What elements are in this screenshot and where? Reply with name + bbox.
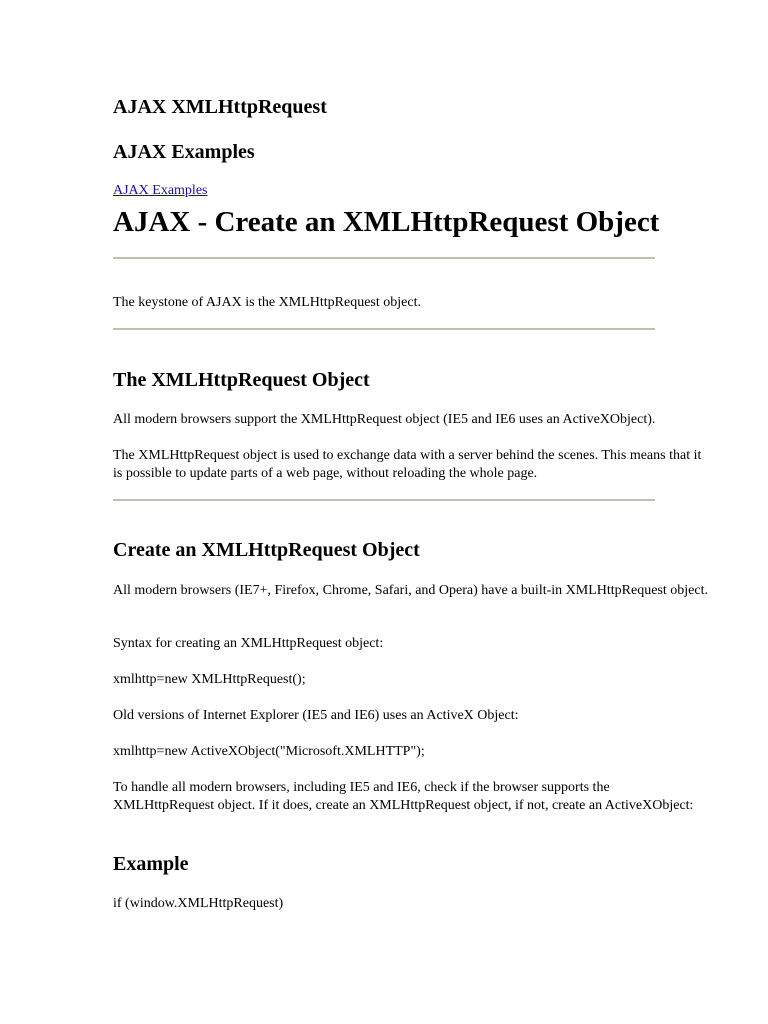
section2-paragraph-2: Syntax for creating an XMLHttpRequest object: — [113, 636, 384, 651]
ajax-examples-link[interactable]: AJAX Examples — [113, 183, 208, 198]
section2-paragraph-1: All modern browsers (IE7+, Firefox, Chrome, Safari, and Opera) have a built-in XMLHttpRequest object. — [113, 583, 708, 598]
section-heading-xmlhttprequest-object: The XMLHttpRequest Object — [113, 369, 370, 391]
section1-paragraph-1: All modern browsers support the XMLHttpRequest object (IE5 and IE6 uses an ActiveXObject). — [113, 412, 656, 427]
divider-3 — [113, 499, 655, 501]
section-heading-create-object: Create an XMLHttpRequest Object — [113, 539, 420, 561]
section1-paragraph-2: The XMLHttpRequest object is used to exchange data with a server behind the scenes. This means that it is possible to update parts of a web page, without reloading the whole page. — [113, 448, 702, 481]
code-new-activexobject: xmlhttp=new ActiveXObject("Microsoft.XMLHTTP"); — [113, 744, 425, 759]
page-title: AJAX XMLHttpRequest — [113, 96, 327, 118]
section2-paragraph-4: To handle all modern browsers, including IE5 and IE6, check if the browser supports the XMLHttpRequest object. If it does, create an XMLHttpRequest object, if not, create an ActiveXObject: — [113, 780, 694, 813]
example-code-line: if (window.XMLHttpRequest) — [113, 896, 284, 911]
page-subtitle: AJAX Examples — [113, 141, 255, 163]
code-new-xmlhttprequest: xmlhttp=new XMLHttpRequest(); — [113, 672, 306, 687]
section2-paragraph-3: Old versions of Internet Explorer (IE5 and IE6) uses an ActiveX Object: — [113, 708, 519, 723]
example-heading: Example — [113, 853, 189, 875]
divider-2 — [113, 328, 655, 330]
main-heading: AJAX - Create an XMLHttpRequest Object — [113, 206, 660, 238]
intro-paragraph: The keystone of AJAX is the XMLHttpRequest object. — [113, 295, 421, 310]
divider-1 — [113, 257, 655, 259]
